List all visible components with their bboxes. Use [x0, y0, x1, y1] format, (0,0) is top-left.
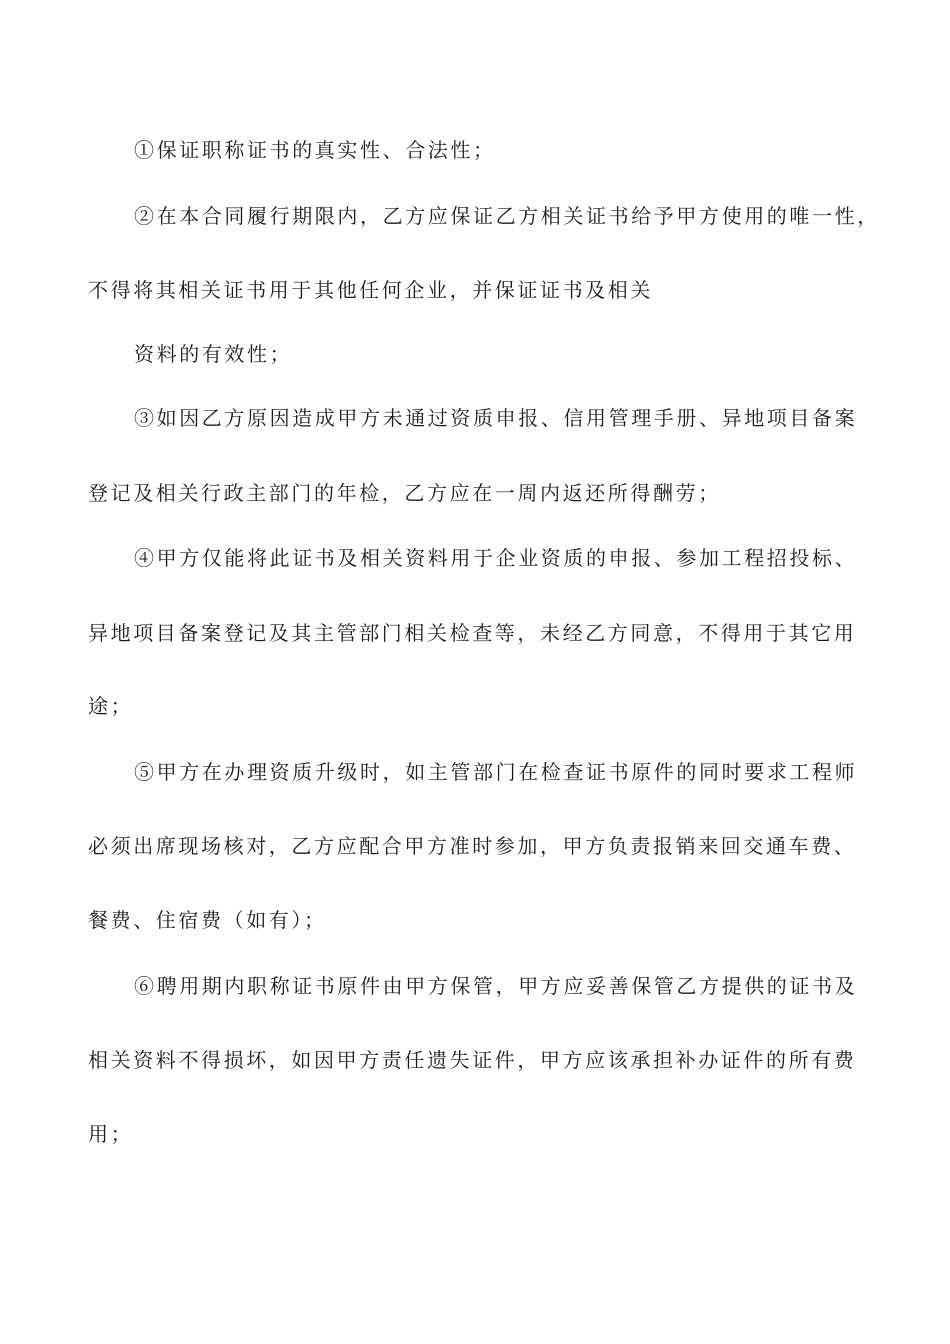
clause-2-line-1: ②在本合同履行期限内，乙方应保证乙方相关证书给予甲方使用的唯一性， [134, 204, 880, 228]
clause-2-line-3: 资料的有效性； [134, 342, 293, 366]
clause-1-line-1: ①保证职称证书的真实性、合法性； [134, 138, 496, 162]
clause-6-line-1: ⑥聘用期内职称证书原件由甲方保管，甲方应妥善保管乙方提供的证书及 [134, 974, 858, 998]
clause-2-line-2: 不得将其相关证书用于其他任何企业，并保证证书及相关 [88, 278, 653, 302]
clause-5-line-3: 餐费、住宿费（如有）； [88, 908, 327, 932]
clause-4-line-1: ④甲方仅能将此证书及相关资料用于企业资质的申报、参加工程招投标、 [134, 546, 858, 570]
clause-5-line-2: 必须出席现场核对，乙方应配合甲方准时参加，甲方负责报销来回交通车费、 [88, 834, 857, 858]
clause-4-line-3: 途； [88, 694, 134, 718]
clause-5-line-1: ⑤甲方在办理资质升级时，如主管部门在检查证书原件的同时要求工程师 [134, 760, 858, 784]
clause-4-line-2: 异地项目备案登记及其主管部门相关检查等，未经乙方同意，不得用于其它用 [88, 621, 857, 645]
clause-6-line-2: 相关资料不得损坏，如因甲方责任遗失证件，甲方应该承担补办证件的所有费 [88, 1048, 857, 1072]
clause-6-line-3: 用； [88, 1122, 134, 1146]
clause-3-line-1: ③如因乙方原因造成甲方未通过资质申报、信用管理手册、异地项目备案 [134, 406, 858, 430]
clause-3-line-2: 登记及相关行政主部门的年检，乙方应在一周内返还所得酬劳； [88, 481, 721, 505]
